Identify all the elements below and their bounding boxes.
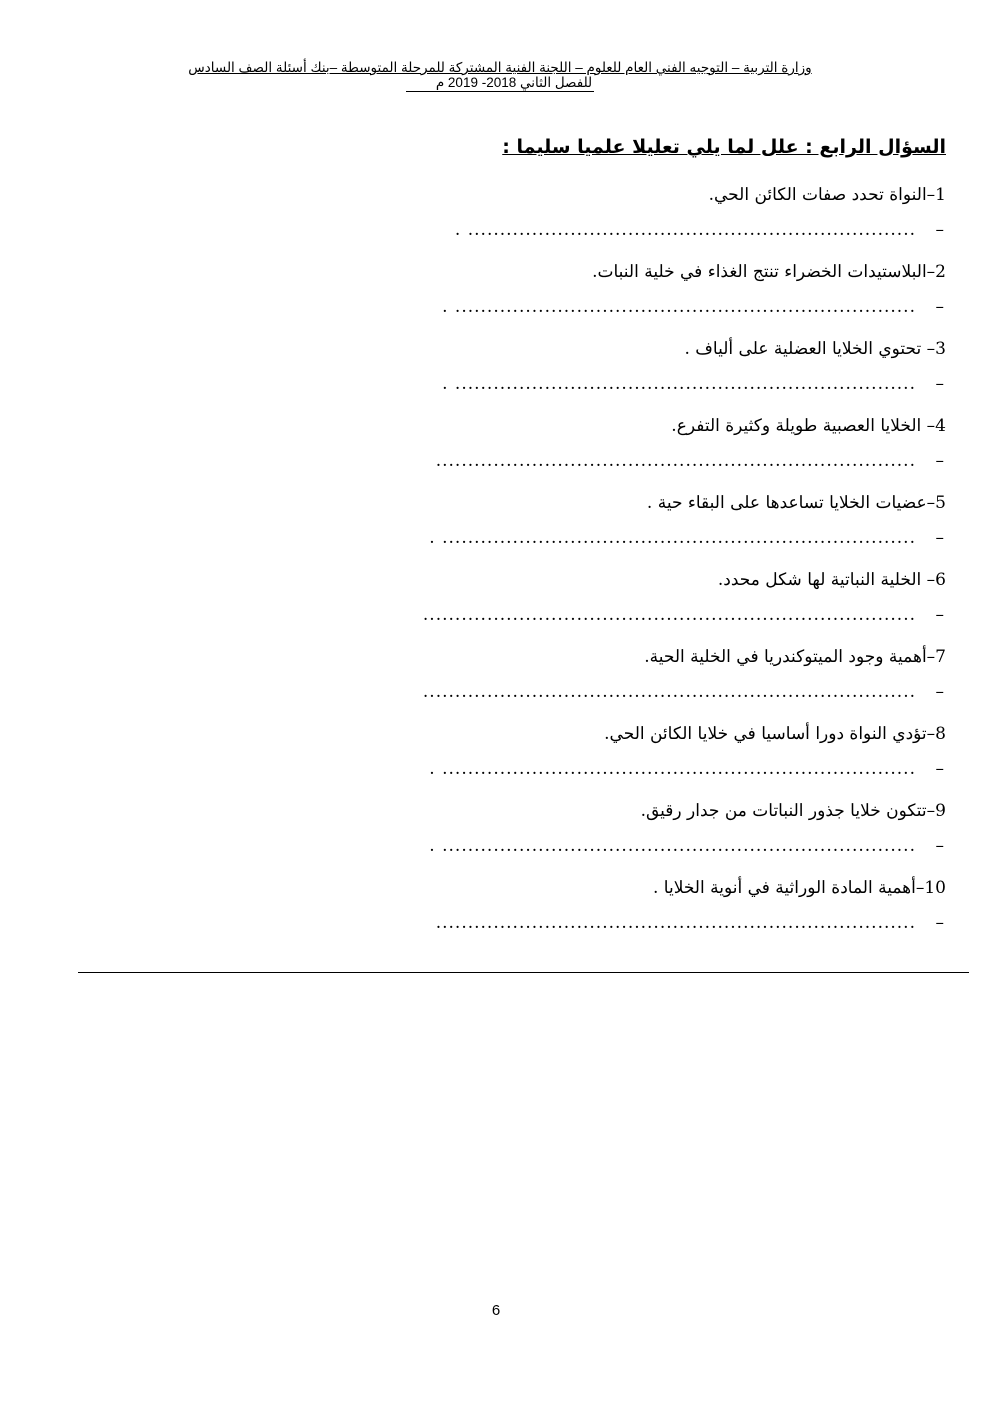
section-title: السؤال الرابع : علل لما يلي تعليلا علميا سليما : [502, 136, 946, 158]
answer-dots: ........................................................................... [435, 451, 916, 471]
answer-dash: – [935, 605, 944, 625]
question-text: 9–تتكون خلايا جذور النباتات من جدار رقيق. [640, 801, 946, 821]
answer-line[interactable] [326, 913, 946, 937]
question-text: 10–أهمية المادة الوراثية في أنوية الخلايا . [652, 878, 946, 898]
question-text: 8–تؤدي النواة دورا أساسيا في خلايا الكائن الحي. [604, 724, 946, 744]
question-item [326, 334, 946, 411]
answer-line[interactable] [326, 836, 946, 860]
answer-dash: – [935, 374, 944, 394]
question-item [326, 642, 946, 719]
header-line-1: وزارة التربية – التوجيه الفني العام للعلوم – اللجنة الفنية المشتركة للمرحلة المتوسطة –بنك أسئلة الصف السادس [188, 60, 812, 75]
answer-dash: – [935, 759, 944, 779]
answer-line[interactable] [326, 682, 946, 706]
answer-dots: . ...................................................................... [454, 220, 916, 240]
question-text: 1–النواة تحدد صفات الكائن الحي. [708, 185, 946, 205]
question-item [326, 180, 946, 257]
answer-dots: ............................................................................. [422, 605, 916, 625]
answer-dash: – [935, 528, 944, 548]
question-item [326, 796, 946, 873]
horizontal-divider [78, 972, 969, 973]
question-item [326, 257, 946, 334]
answer-line[interactable] [326, 451, 946, 475]
answer-dots: . ........................................................................ [442, 374, 916, 394]
answer-line[interactable] [326, 297, 946, 321]
header-line-2: للفصل الثاني 2018- 2019 م [406, 75, 594, 92]
question-text: 5–عضيات الخلايا تساعدها على البقاء حية . [646, 493, 946, 513]
question-item [326, 411, 946, 488]
answer-line[interactable] [326, 759, 946, 783]
question-item [326, 719, 946, 796]
question-text: 4– الخلايا العصبية طويلة وكثيرة التفرع. [671, 416, 946, 436]
answer-dots: . .......................................................................... [429, 528, 916, 548]
question-item [326, 873, 946, 950]
answer-dash: – [935, 220, 944, 240]
answer-line[interactable] [326, 220, 946, 244]
answer-dots: ............................................................................. [422, 682, 916, 702]
question-item [326, 565, 946, 642]
document-header [150, 60, 850, 92]
question-item [326, 488, 946, 565]
answer-line[interactable] [326, 528, 946, 552]
answer-dash: – [935, 913, 944, 933]
answer-dots: . .......................................................................... [429, 759, 916, 779]
question-text: 7–أهمية وجود الميتوكندريا في الخلية الحية. [644, 647, 946, 667]
answer-dots: . .......................................................................... [429, 836, 916, 856]
answer-dash: – [935, 451, 944, 471]
question-list [326, 180, 946, 950]
answer-dash: – [935, 682, 944, 702]
answer-dots: . ........................................................................ [442, 297, 916, 317]
answer-line[interactable] [326, 374, 946, 398]
page-number: 6 [491, 1302, 501, 1319]
answer-dots: ........................................................................... [435, 913, 916, 933]
question-text: 2–البلاستيدات الخضراء تنتج الغذاء في خلية النبات. [592, 262, 946, 282]
question-text: 6– الخلية النباتية لها شكل محدد. [717, 570, 946, 590]
answer-line[interactable] [326, 605, 946, 629]
answer-dash: – [935, 836, 944, 856]
answer-dash: – [935, 297, 944, 317]
question-text: 3– تحتوي الخلايا العضلية على ألياف . [684, 339, 946, 359]
